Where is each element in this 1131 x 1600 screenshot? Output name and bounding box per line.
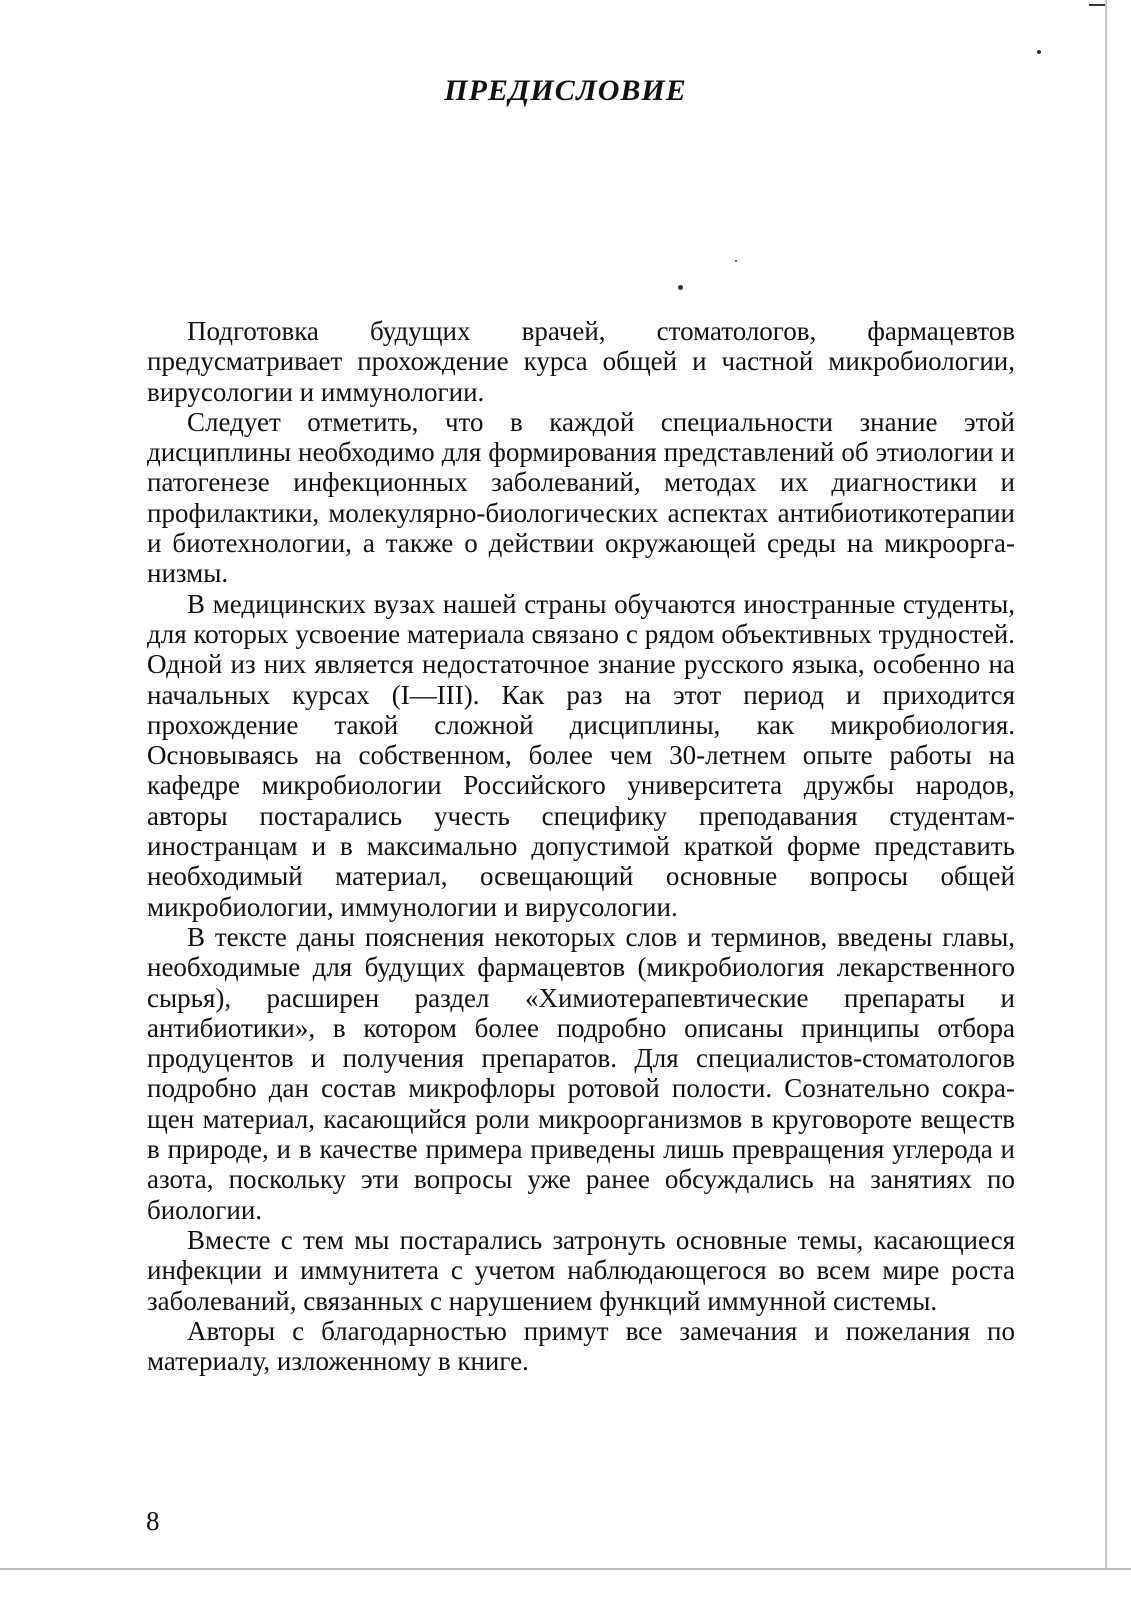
- scan-speck: [678, 285, 683, 290]
- paragraph: Вместе с тем мы постарались затронуть основные темы, касающиеся инфекции и иммунитета с учетом наблюдающегося во всем мире роста заболеваний, связанных с нарушением функций иммунной системы.: [147, 1224, 1015, 1316]
- page-heading: ПРЕДИСЛОВИЕ: [444, 74, 687, 107]
- page-edge-bottom: [0, 1568, 1131, 1600]
- body-text: [147, 316, 1015, 1376]
- paragraph: Подготовка будущих врачей, стоматологов, фармацевтов предусматривает прохождение курса общей и частной микробиологии, вирусологии и иммунологии.: [147, 316, 1015, 407]
- page-edge-right: [1105, 0, 1107, 1600]
- page-number: 8: [146, 1506, 160, 1536]
- scan-corner-mark: [1089, 4, 1105, 6]
- paragraph: В тексте даны пояснения некоторых слов и терминов, введены главы, необходимые для будущих фармацевтов (микробиология лекарственного сырья), расширен раздел «Химиотерапевтические препараты и антибиотики», в котором более подробно описаны принципы отбора продуцентов и получения препаратов. Для специалистов-стоматологов подробно дан состав микрофлоры ротовой полости. Сознательно сокращен материал, касающийся роли микроорганизмов в круговороте веществ в природе, и в качестве примера приведены лишь превращения углерода и азота, поскольку эти вопросы уже ранее обсуждались на занятиях по биологии.: [147, 921, 1015, 1225]
- paragraph: В медицинских вузах нашей страны обучаются иностранные студенты, для которых усвоение материала связано с рядом объективных трудностей. Одной из них является недостаточное знание русского языка, особенно на начальных курсах (I—III). Как раз на этот период и приходится прохождение такой сложной дисциплины, как микробиология. Основываясь на собственном, более чем 30-летнем опыте работы на кафедре микробиологии Российского университета дружбы народов, авторы постарались учесть специфику преподавания студентам-иностранцам и в максимально допустимой краткой форме представить необходимый материал, освещающий основные вопросы общей микробиологии, иммунологии и вирусологии.: [147, 588, 1015, 922]
- paragraph: Авторы с благодарностью примут все замечания и пожелания по материалу, изложенному в книге.: [147, 1315, 1015, 1377]
- paragraph: Следует отметить, что в каждой специальности знание этой дисциплины необходимо для формирования представлений об этиологии и патогенезе инфекционных заболеваний, методах их диагностики и профилактики, молекулярно-биологических аспектах антибиотикотерапии и биотехнологии, а также о действии окружающей среды на микроорганизмы.: [147, 406, 1015, 589]
- scan-speck: [1037, 50, 1041, 54]
- scan-speck: [735, 260, 737, 262]
